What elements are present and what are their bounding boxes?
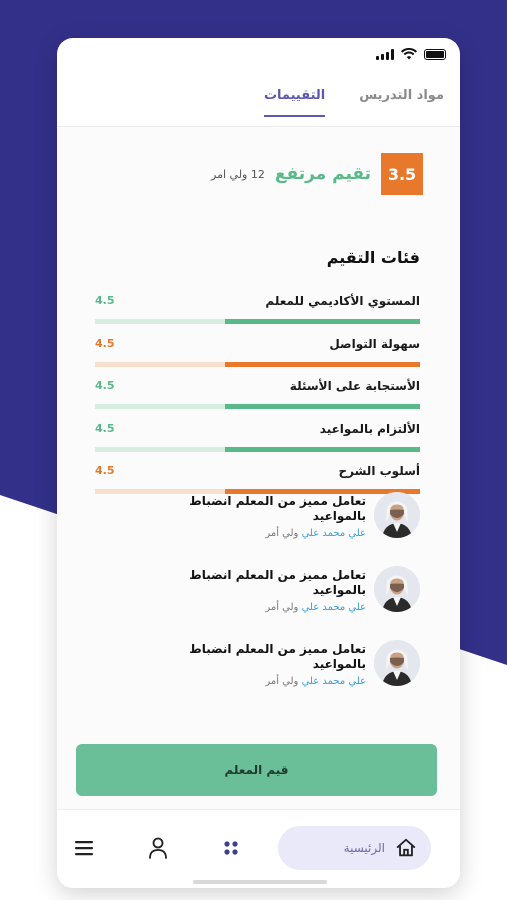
category-fill — [225, 319, 420, 324]
review-title: تعامل مميز من المعلم انضباط بالمواعيد — [189, 642, 366, 671]
author-name[interactable]: علي محمد علي — [301, 528, 366, 539]
rating-label: تقيم مرتفع — [274, 164, 371, 184]
nav-home-label: الرئيسية — [343, 841, 385, 855]
category-value: 4.5 — [95, 336, 115, 350]
nav-profile[interactable] — [146, 836, 170, 860]
category-value: 4.5 — [95, 464, 115, 477]
categories-title: فئات التقيم — [326, 248, 420, 267]
review-item — [57, 640, 460, 714]
review-item — [57, 566, 460, 640]
home-indicator — [193, 880, 327, 884]
category-name: سهولة التواصل — [329, 336, 420, 351]
category-fill — [225, 447, 420, 452]
category-row — [95, 379, 420, 422]
category-name: الأستجابة على الأسئلة — [289, 379, 420, 393]
battery-icon — [424, 49, 446, 60]
category-value: 4.5 — [95, 379, 115, 392]
author-role: ولي أمر — [265, 528, 299, 539]
score-badge: 3.5 — [381, 153, 423, 195]
status-bar — [376, 44, 446, 64]
home-icon — [395, 837, 417, 859]
grid-icon — [223, 840, 239, 856]
category-fill — [225, 404, 420, 409]
author-role: ولي أمر — [265, 602, 299, 613]
menu-icon — [74, 840, 94, 856]
review-author — [186, 528, 366, 539]
phone-screen — [57, 38, 460, 888]
tab-teaching-subjects[interactable]: مواد التدريس — [359, 88, 444, 103]
category-name: الألتزام بالمواعيد — [319, 421, 420, 436]
category-fill — [225, 362, 420, 367]
category-row — [95, 422, 420, 465]
ratings-content — [57, 127, 460, 810]
review-author — [186, 602, 366, 613]
signal-icon — [376, 49, 394, 60]
avatar — [374, 492, 420, 538]
person-photo-icon — [374, 640, 420, 686]
category-row — [95, 294, 420, 337]
category-list — [95, 294, 420, 507]
nav-menu[interactable] — [72, 836, 96, 860]
rating-summary — [211, 153, 423, 195]
review-author — [186, 676, 366, 687]
wifi-icon — [401, 48, 417, 60]
person-photo-icon — [374, 492, 420, 538]
review-title: تعامل مميز من المعلم انضباط بالمواعيد — [189, 568, 366, 597]
category-track — [95, 362, 420, 367]
category-track — [95, 319, 420, 324]
review-content — [186, 568, 366, 613]
category-name: المستوي الأكاديمي للمعلم — [265, 294, 420, 308]
nav-grid[interactable] — [219, 836, 243, 860]
author-name[interactable]: علي محمد علي — [301, 602, 366, 613]
review-content — [186, 494, 366, 539]
category-track — [95, 404, 420, 409]
bottom-navigation — [57, 810, 460, 888]
tab-bar — [264, 88, 444, 117]
avatar — [374, 640, 420, 686]
author-role: ولي أمر — [265, 676, 299, 687]
review-list — [57, 492, 460, 714]
category-value: 4.5 — [95, 421, 115, 435]
category-row — [95, 337, 420, 380]
review-content — [186, 642, 366, 687]
category-value: 4.5 — [95, 294, 115, 307]
avatar — [374, 566, 420, 612]
category-name: أسلوب الشرح — [338, 464, 420, 478]
review-item — [57, 492, 460, 566]
tab-ratings[interactable]: التقييمات — [264, 88, 325, 117]
review-title: تعامل مميز من المعلم انضباط بالمواعيد — [189, 494, 366, 523]
person-photo-icon — [374, 566, 420, 612]
person-icon — [148, 837, 168, 859]
rating-count: 12 ولي امر — [211, 167, 265, 181]
author-name[interactable]: علي محمد علي — [301, 676, 366, 687]
rate-teacher-button[interactable]: قيم المعلم — [76, 744, 437, 796]
category-track — [95, 447, 420, 452]
nav-home[interactable] — [278, 826, 431, 870]
